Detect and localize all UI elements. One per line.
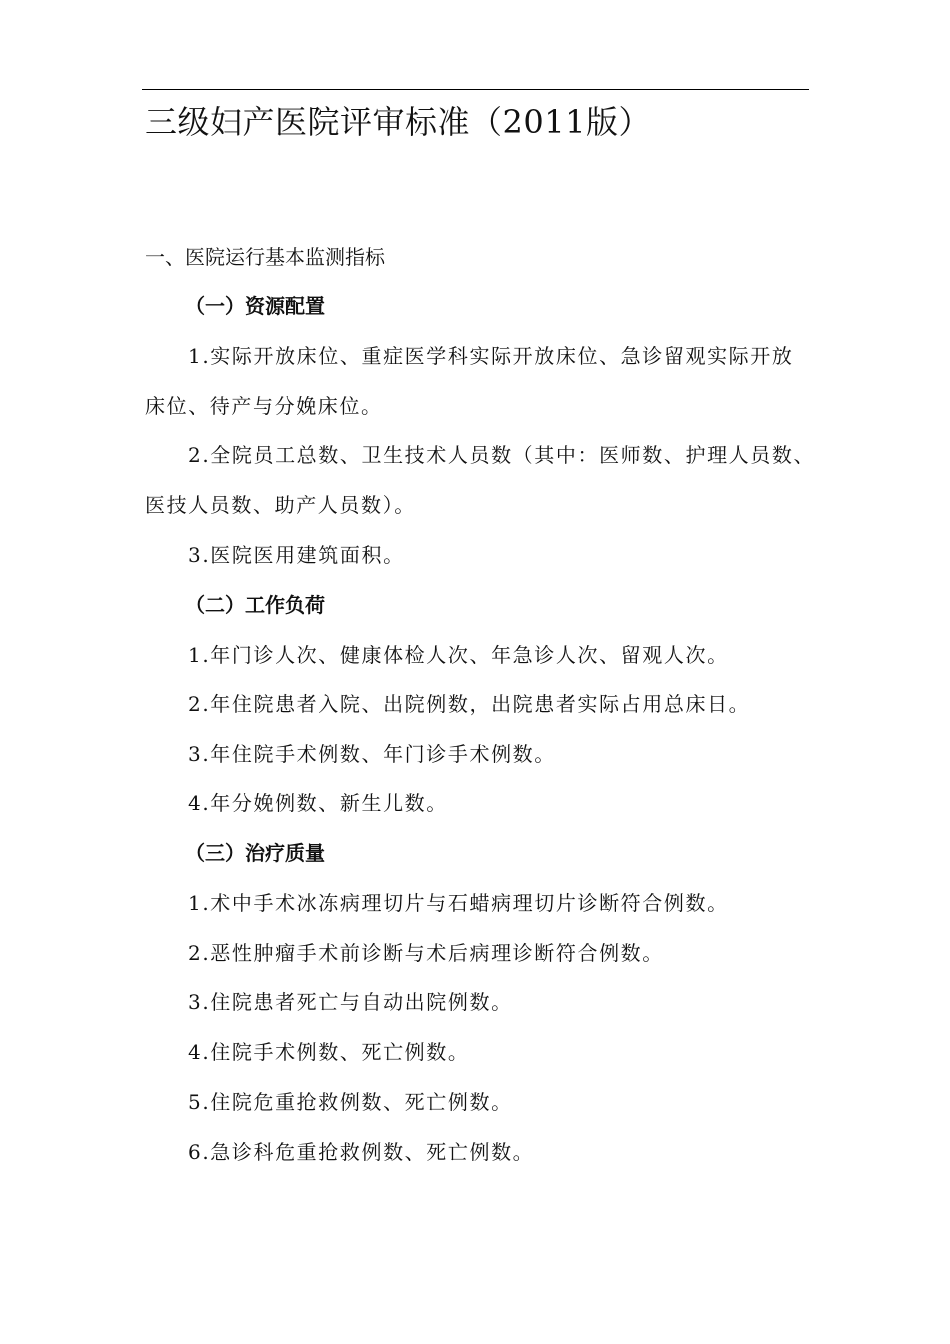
treatment-item-4: 4.住院手术例数、死亡例数。 <box>188 1040 470 1064</box>
resources-item-1-line-1: 1.实际开放床位、重症医学科实际开放床位、急诊留观实际开放 <box>188 344 794 368</box>
section-heading-treatment-quality: （三）治疗质量 <box>185 841 325 865</box>
workload-item-3: 3.年住院手术例数、年门诊手术例数。 <box>188 742 556 766</box>
section-heading-workload: （二）工作负荷 <box>185 593 325 617</box>
treatment-item-5: 5.住院危重抢救例数、死亡例数。 <box>188 1090 513 1114</box>
treatment-item-1: 1.术中手术冰冻病理切片与石蜡病理切片诊断符合例数。 <box>188 891 729 915</box>
resources-item-3: 3.医院医用建筑面积。 <box>188 543 405 567</box>
chapter-heading: 一、医院运行基本监测指标 <box>145 245 385 269</box>
workload-item-2: 2.年住院患者入院、出院例数，出院患者实际占用总床日。 <box>188 692 751 716</box>
resources-item-2-line-1: 2.全院员工总数、卫生技术人员数（其中：医师数、护理人员数、 <box>188 443 816 467</box>
header-rule <box>142 89 809 90</box>
workload-item-1: 1.年门诊人次、健康体检人次、年急诊人次、留观人次。 <box>188 643 729 667</box>
document-title: 三级妇产医院评审标准（2011版） <box>145 103 651 141</box>
treatment-item-6: 6.急诊科危重抢救例数、死亡例数。 <box>188 1140 535 1164</box>
resources-item-2-line-2: 医技人员数、助产人员数）。 <box>145 493 416 517</box>
resources-item-1-line-2: 床位、待产与分娩床位。 <box>145 394 383 418</box>
section-heading-resources: （一）资源配置 <box>185 294 325 318</box>
workload-item-4: 4.年分娩例数、新生儿数。 <box>188 791 448 815</box>
treatment-item-3: 3.住院患者死亡与自动出院例数。 <box>188 990 513 1014</box>
treatment-item-2: 2.恶性肿瘤手术前诊断与术后病理诊断符合例数。 <box>188 941 664 965</box>
